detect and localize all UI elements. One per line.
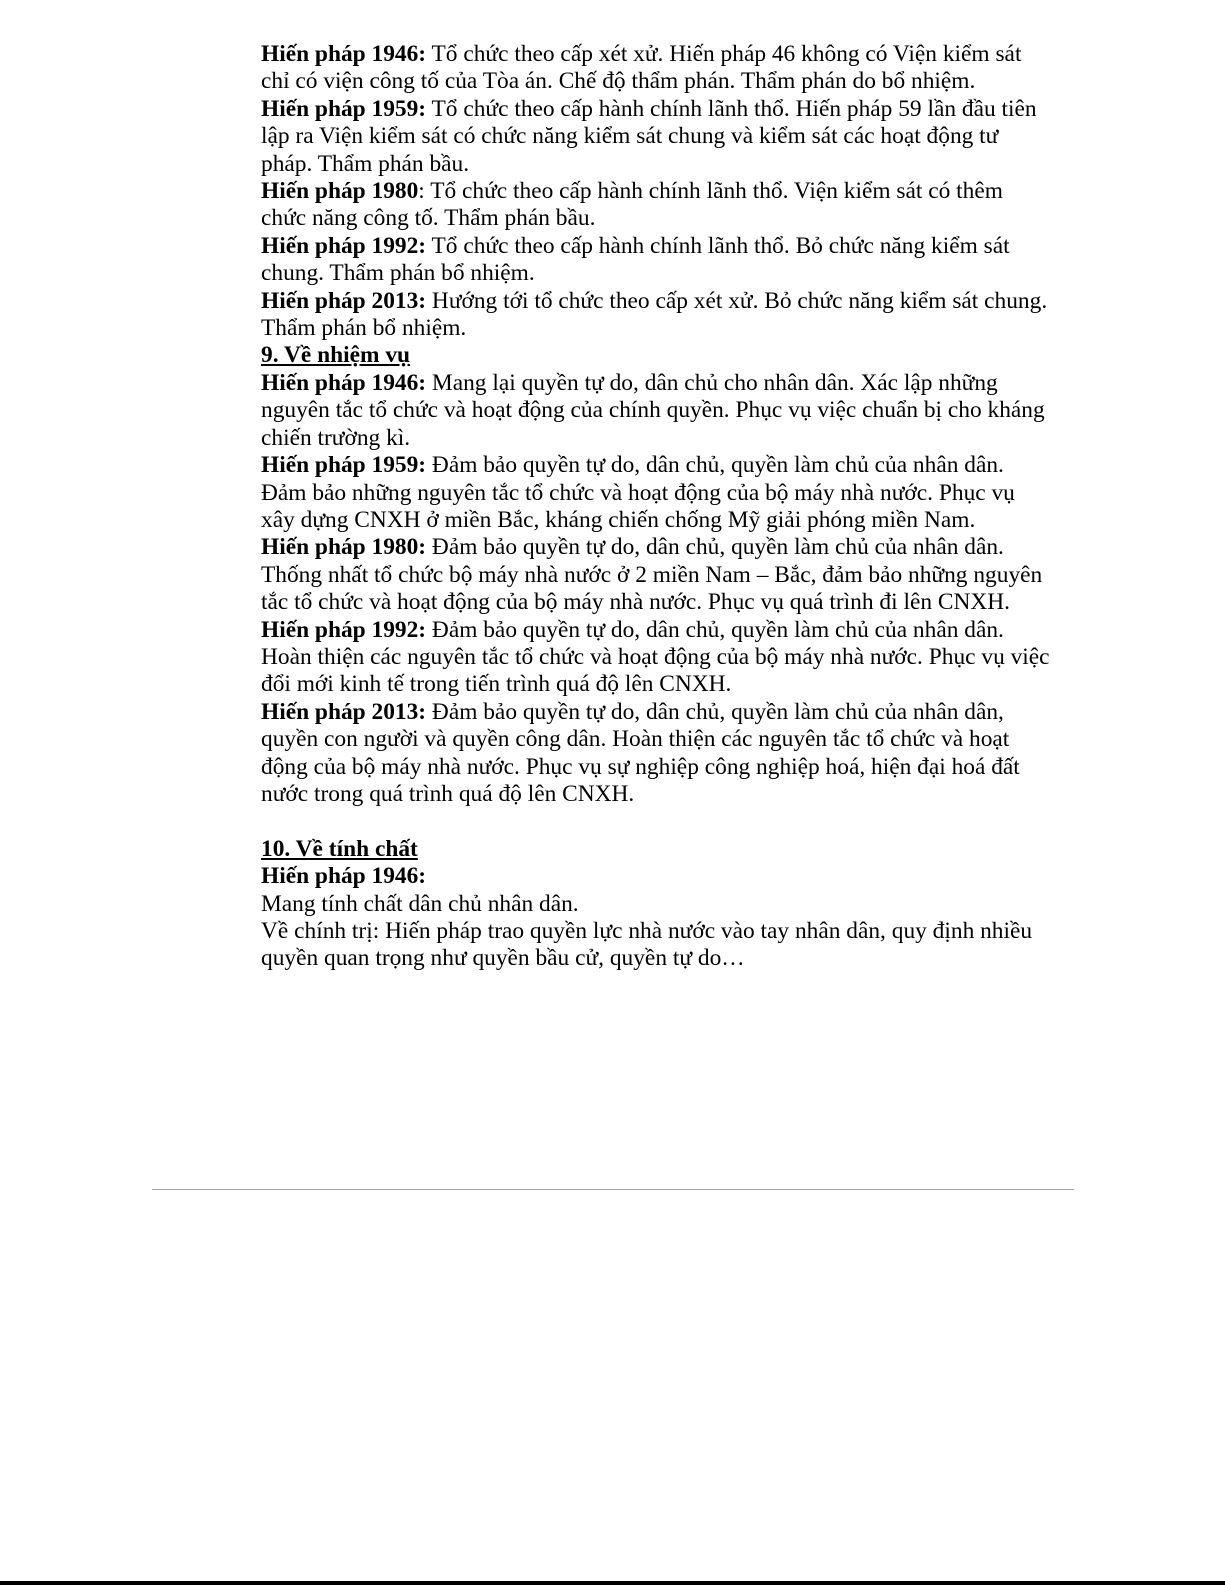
item-text: Đảm bảo quyền tự do, dân chủ, quyền làm chủ của nhân dân. Thống nhất tổ chức bộ máy nhà nước ở 2 miền Nam – Bắc, đảm bảo những nguyên tắc tổ chức và hoạt động của bộ máy nhà nước. Phục vụ quá trình đi lên CNXH. (261, 534, 1043, 616)
item-text: : Tổ chức theo cấp hành chính lãnh thổ. Viện kiểm sát có thêm chức năng công tố. Thẩm phán bầu. (261, 178, 1003, 232)
section-8-item-1980 (261, 178, 1051, 233)
item-label: Hiến pháp 2013: (261, 698, 427, 725)
item-label: Hiến pháp 1946: (261, 41, 427, 67)
section-9-item-1980 (261, 534, 1051, 616)
section-8-item-1959 (261, 96, 1051, 178)
item-label: Hiến pháp 1959: (261, 452, 427, 479)
section-8-item-1992 (261, 233, 1051, 288)
item-text: Mang lại quyền tự do, dân chủ cho nhân dân. Xác lập những nguyên tắc tổ chức và hoạt động của chính quyền. Phục vụ việc chuẩn bị cho kháng chiến trường kì. (261, 369, 1045, 451)
section-9-item-1992 (261, 617, 1051, 699)
item-label: Hiến pháp 1959: (261, 95, 427, 122)
document-body (261, 41, 1051, 973)
item-label: Hiến pháp 1992: (261, 616, 427, 643)
paragraph-spacer (261, 808, 1051, 835)
item-label: Hiến pháp 1992: (261, 232, 427, 259)
item-label: Hiến pháp 1946: (261, 369, 427, 396)
page-divider (152, 1189, 1074, 1190)
section-9-heading: 9. Về nhiệm vụ (261, 342, 411, 369)
section-9-item-1959 (261, 452, 1051, 534)
item-text: Tổ chức theo cấp hành chính lãnh thổ. Hiến pháp 59 lần đầu tiên lập ra Viện kiểm sát có chức năng kiểm sát chung và kiểm sát các hoạt động tư pháp. Thẩm phán bầu. (261, 95, 1037, 177)
section-9-item-1946 (261, 370, 1051, 452)
item-text: Đảm bảo quyền tự do, dân chủ, quyền làm chủ của nhân dân. Hoàn thiện các nguyên tắc tổ chức và hoạt động của bộ máy nhà nước. Phục vụ việc đổi mới kinh tế trong tiến trình quá độ lên CNXH. (261, 616, 1050, 698)
section-10-line-2: Về chính trị: Hiến pháp trao quyền lực nhà nước vào tay nhân dân, quy định nhiều quyền quan trọng như quyền bầu cử, quyền tự do… (261, 917, 1033, 972)
item-label: Hiến pháp 1980: (261, 534, 427, 561)
item-text: Tổ chức theo cấp xét xử. Hiến pháp 46 không có Viện kiểm sát chỉ có viện công tố của Tòa án. Chế độ thẩm phán. Thẩm phán do bổ nhiệm. (261, 41, 1022, 95)
section-9-item-2013 (261, 699, 1051, 809)
section-8-item-2013 (261, 288, 1051, 343)
item-text: Đảm bảo quyền tự do, dân chủ, quyền làm chủ của nhân dân, quyền con người và quyền công dân. Hoàn thiện các nguyên tắc tổ chức và hoạt động của bộ máy nhà nước. Phục vụ sự nghiệp công nghiệp hoá, hiện đại hoá đất nước trong quá trình quá độ lên CNXH. (261, 698, 1020, 807)
item-text: Tổ chức theo cấp hành chính lãnh thổ. Bỏ chức năng kiểm sát chung. Thẩm phán bổ nhiệm. (261, 232, 1010, 287)
section-10-line-1: Mang tính chất dân chủ nhân dân. (261, 890, 579, 917)
section-8-item-1946 (261, 41, 1051, 96)
bottom-edge-bar (0, 1581, 1225, 1585)
item-text: Hướng tới tổ chức theo cấp xét xử. Bỏ chức năng kiểm sát chung. Thẩm phán bổ nhiệm. (261, 287, 1048, 342)
item-label: Hiến pháp 1980 (261, 178, 419, 205)
item-text: Đảm bảo quyền tự do, dân chủ, quyền làm chủ của nhân dân. Đảm bảo những nguyên tắc tổ chức và hoạt động của bộ máy nhà nước. Phục vụ xây dựng CNXH ở miền Bắc, kháng chiến chống Mỹ giải phóng miền Nam. (261, 452, 1015, 533)
section-10-heading: 10. Về tính chất (261, 835, 418, 862)
item-label: Hiến pháp 2013: (261, 287, 427, 314)
section-10-subheading: Hiến pháp 1946: (261, 863, 427, 890)
